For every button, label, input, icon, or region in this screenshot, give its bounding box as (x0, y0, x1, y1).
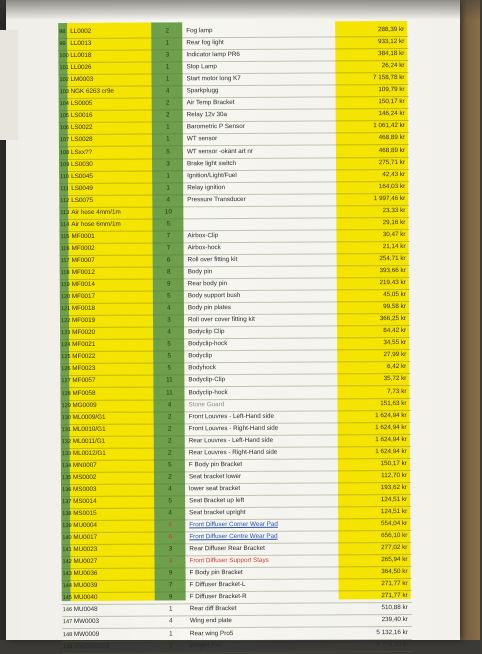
description (187, 217, 337, 218)
row-id: 143 (62, 571, 72, 578)
part-code: MU0036 (73, 570, 98, 578)
description: Seat bracket upright (189, 508, 246, 517)
price: 27,99 kr (383, 351, 407, 359)
quantity: 1 (166, 135, 170, 143)
quantity: 3 (168, 557, 173, 565)
quantity: 9 (168, 593, 173, 601)
description: Rear diff Bracket (189, 605, 237, 613)
price: 84,42 kr (383, 327, 407, 335)
row-id: 109 (60, 161, 70, 168)
part-code: ML0011/G1 (72, 437, 106, 445)
description (187, 205, 337, 206)
quantity: 5 (168, 497, 172, 505)
price: 30,47 kr (382, 230, 406, 238)
row-id: 135 (61, 474, 72, 481)
quantity: 2 (165, 111, 170, 119)
quantity: 2 (165, 99, 170, 107)
part-code: MN0007 (72, 461, 97, 469)
price: 7 158,78 kr (372, 74, 405, 82)
row-id: 115 (60, 233, 70, 240)
part-code: MG0009 (72, 401, 97, 409)
description: Rear Diffuser Rear Bracket (189, 544, 265, 553)
quantity: 5 (167, 292, 171, 300)
quantity: 2 (165, 27, 170, 35)
part-code: LS0005 (70, 100, 93, 108)
description: Front Diffuser Support Stays (189, 557, 269, 565)
price: 1 061,42 kr (373, 122, 405, 130)
price: 150,17 kr (378, 98, 405, 106)
quantity: 6 (166, 256, 171, 264)
price: 933,12 kr (378, 38, 405, 46)
row-id: 100 (59, 53, 69, 60)
price: 151,63 kr (380, 399, 407, 407)
description: Bodyclip Clip (188, 328, 225, 336)
price: 271,77 kr (381, 580, 408, 588)
part-code: MU0040 (73, 594, 98, 602)
row-id: 118 (60, 270, 70, 277)
part-code: LS0016 (70, 112, 93, 120)
price: 1 624,94 kr (375, 411, 407, 419)
quantity: 4 (167, 304, 171, 312)
row-id: 128 (61, 390, 71, 397)
part-code: MF0057 (72, 377, 96, 385)
description: Bodyclip (188, 352, 213, 360)
part-code: MU0027 (73, 558, 98, 566)
row-id: 113 (60, 209, 70, 216)
description: Airbox-hock (187, 244, 221, 252)
row-id: 110 (60, 173, 70, 180)
quantity: 5 (168, 461, 172, 469)
row-id: 136 (62, 486, 72, 493)
part-code: Air hose 4mm/1m (71, 208, 121, 216)
quantity: 1 (169, 629, 173, 637)
description: Front Louvres - Left-Hand side (188, 412, 275, 420)
price: 164,03 kr (378, 182, 406, 190)
quantity: 1 (168, 605, 173, 613)
description: Relay 12v 30a (186, 111, 228, 119)
row-id: 149 (62, 643, 73, 650)
description: lower seat bracket (189, 484, 241, 493)
row-id: 99 (59, 41, 66, 48)
description: Rear Louvres - Left-Hand side (188, 436, 274, 445)
price: 99,58 kr (383, 303, 406, 311)
price: 219,43 kr (379, 279, 406, 287)
quantity: 2 (168, 473, 172, 481)
price: 393,66 kr (379, 266, 406, 275)
quantity: 4 (167, 400, 172, 408)
quantity: 1 (165, 39, 170, 47)
price: 109,79 kr (378, 86, 405, 94)
row-id: 116 (60, 245, 70, 252)
row-id: 130 (61, 414, 71, 421)
part-code: MF0058 (72, 389, 96, 397)
part-code: MU0039 (73, 582, 98, 590)
quantity: 4 (169, 617, 173, 625)
price: 277,02 kr (381, 544, 408, 552)
part-code: LS0028 (70, 136, 93, 144)
price: 468,89 kr (378, 146, 405, 154)
description: Front Louvres - Right-Hand side (188, 424, 279, 432)
description: Fog lamp (186, 27, 213, 35)
quantity: 5 (167, 352, 171, 360)
quantity: 6 (168, 521, 173, 529)
part-code: MF0020 (72, 329, 96, 337)
row-id: 122 (60, 318, 71, 325)
quantity: 4 (166, 196, 171, 204)
description: Indicator lamp PR6 (186, 51, 240, 59)
row-id: 111 (60, 185, 69, 192)
row-id: 98 (59, 29, 66, 36)
description: Rear fog light (186, 39, 224, 47)
price: 366,25 kr (379, 315, 407, 323)
row-id: 123 (61, 330, 71, 337)
description: Body pin plates (187, 304, 232, 312)
quantity: 9 (166, 280, 171, 288)
quantity: 1 (165, 75, 170, 83)
quantity: 4 (168, 485, 172, 493)
part-code: LS0030 (71, 160, 93, 168)
price: 112,70 kr (381, 471, 407, 479)
row-id: 102 (59, 77, 69, 84)
price: 150,17 kr (380, 459, 407, 467)
row-id: 105 (59, 113, 70, 120)
description: Relay ignition (187, 183, 226, 191)
part-code: LL0013 (70, 39, 92, 48)
price: 554,04 kr (380, 520, 408, 528)
part-code: MF0021 (72, 341, 96, 349)
top-shadow (0, 0, 480, 20)
row-id: 120 (60, 294, 71, 301)
row-id: 124 (61, 342, 71, 349)
row-id: 125 (61, 354, 71, 361)
description: Bodyhock (188, 364, 216, 372)
part-code: LM0003 (70, 76, 94, 84)
part-code: MF0023 (72, 365, 96, 373)
part-code: NGK 6263 cr9e (70, 88, 115, 96)
price: 5 132,16 kr (376, 628, 408, 636)
description: Pressure Transducer (187, 195, 246, 204)
part-code: MF0014 (71, 280, 95, 289)
part-code: LL0018 (70, 51, 92, 60)
quantity: 5 (167, 340, 171, 348)
quantity: 1 (166, 123, 170, 131)
part-code: ML0009/G1 (72, 413, 106, 421)
price: 275,71 kr (378, 158, 406, 166)
description: Air Temp Bracket (186, 99, 235, 107)
row-id: 119 (60, 282, 70, 289)
part-code: MF0018 (71, 305, 96, 313)
part-code: MU0017 (73, 533, 98, 542)
price: 34,55 kr (383, 339, 407, 347)
quantity: 2 (168, 449, 172, 457)
price: 468,89 kr (378, 134, 405, 142)
description: Roll over cover fitting kit (187, 316, 255, 324)
part-code: MW0009 (73, 630, 100, 638)
price: 254,71 kr (379, 254, 406, 263)
description: Ignition/Light/Fuel (187, 171, 237, 179)
row-id: 131 (61, 426, 72, 433)
quantity: 7 (166, 232, 171, 240)
row-id: 147 (62, 619, 73, 626)
price: 26,24 kr (381, 62, 405, 70)
price: 6,42 kr (387, 363, 407, 371)
part-code: MF0001 (71, 232, 95, 240)
row-id: 146 (62, 607, 73, 614)
part-code: MF0002 (71, 244, 95, 252)
description: Rear Louvres - Right-Hand side (188, 448, 278, 457)
description: Bodyclip-Clip (188, 376, 226, 384)
row-id: 148 (62, 631, 73, 638)
quantity: 1 (166, 184, 170, 192)
description: Stone Guard (188, 400, 225, 408)
row-id: 107 (59, 137, 70, 144)
description: Seat Bracket up left (189, 496, 245, 505)
quantity: 11 (166, 376, 173, 384)
price: 124,51 kr (380, 507, 408, 516)
table-row (62, 639, 412, 654)
part-code: LS0075 (71, 196, 94, 204)
description: Body support bush (187, 292, 241, 300)
price: 193,62 kr (380, 483, 408, 492)
row-id: 121 (60, 306, 71, 313)
quantity: 2 (169, 641, 173, 649)
quantity: 2 (167, 413, 172, 421)
row-id: 129 (61, 402, 71, 409)
part-code: MF0012 (71, 268, 95, 277)
description: F Diffuser Bracket-R (189, 593, 247, 601)
part-code: MU0004 (73, 521, 98, 530)
price: 384,18 kr (378, 50, 405, 58)
quantity: 3 (168, 545, 173, 553)
description: Rear body pin (187, 280, 228, 288)
price: 29,16 kr (382, 218, 406, 226)
price: 656,10 kr (381, 532, 408, 540)
price: 6 779,70 kr (376, 640, 409, 648)
row-id: 114 (60, 221, 70, 228)
part-code: LS0045 (71, 172, 93, 180)
row-id: 106 (59, 125, 70, 132)
description: WT sensor -okänt art nr (186, 147, 254, 155)
part-code: Air hose 6mm/1m (71, 220, 121, 228)
description: Sparkplugg (186, 87, 219, 95)
quantity: 2 (167, 425, 172, 433)
row-id: 140 (62, 535, 72, 542)
price: 35,72 kr (383, 375, 407, 383)
part-code: MW0031/G3 (73, 642, 110, 650)
quantity: 5 (166, 220, 171, 228)
description: Front Diffuser Corner Wear Pad (189, 520, 278, 529)
part-code: LL0002 (70, 27, 92, 36)
row-id: 139 (62, 523, 72, 530)
price: 7,73 kr (387, 387, 407, 395)
price: 271,77 kr (381, 592, 408, 600)
price: 265,94 kr (381, 556, 408, 564)
row-id: 132 (61, 438, 72, 445)
part-code: MF0007 (71, 256, 95, 264)
price: 1 997,46 kr (373, 194, 406, 202)
description: Bodyclip-hock (188, 340, 228, 348)
quantity: 4 (165, 87, 170, 95)
part-code: MS0015 (73, 509, 97, 518)
price: 124,51 kr (380, 495, 408, 504)
price: 510,88 kr (381, 604, 408, 612)
description: Wing end plate (189, 617, 232, 625)
row-id: 127 (61, 378, 71, 385)
quantity: 5 (166, 147, 170, 155)
price: 146,24 kr (378, 110, 405, 118)
quantity: 10 (164, 208, 172, 216)
part-code: LS0049 (71, 184, 93, 192)
description: Stop Lamp (186, 63, 217, 71)
description: Airbox-Clip (187, 231, 219, 240)
row-id: 101 (59, 65, 69, 72)
part-code: MU0023 (73, 546, 98, 554)
part-code: MS0003 (73, 485, 97, 493)
part-code: MF0019 (71, 317, 96, 325)
price: 42,43 kr (382, 170, 406, 178)
part-code: MF0017 (71, 292, 95, 301)
description: Rear wing Pro5 (189, 629, 234, 637)
description: F Body pin Bracket (188, 460, 243, 469)
row-id: 145 (62, 595, 73, 602)
price: 45,05 kr (383, 291, 406, 299)
quantity: 7 (168, 581, 173, 589)
row-id: 144 (62, 583, 72, 590)
price: 288,39 kr (377, 25, 405, 34)
row-id: 103 (59, 89, 69, 96)
price: 1 624,94 kr (375, 423, 407, 431)
description: Brake light switch (187, 159, 237, 167)
part-code: MW0003 (73, 618, 100, 626)
part-code: ML0010/G1 (72, 425, 106, 433)
quantity: 7 (166, 244, 171, 252)
description: F Diffuser Bracket-L (189, 581, 246, 589)
quantity: 6 (168, 533, 173, 541)
description: WT sensor (186, 135, 218, 143)
description: Roll over fitting kit (187, 255, 238, 264)
price: 21,14 kr (382, 242, 406, 251)
row-id: 142 (62, 559, 72, 566)
part-code: MS0014 (73, 497, 97, 505)
quantity: 1 (166, 172, 170, 180)
price: 23,33 kr (382, 206, 406, 214)
description: Bodyclip-hock (188, 388, 228, 396)
quantity: 3 (165, 51, 170, 59)
price: 239,40 kr (381, 616, 408, 624)
quantity: 5 (167, 364, 172, 372)
price: 364,50 kr (381, 568, 408, 576)
row-id: 133 (61, 450, 72, 457)
row-id: 134 (61, 462, 72, 469)
part-code: MU0048 (73, 606, 98, 614)
quantity: 4 (168, 509, 172, 517)
quantity: 8 (166, 268, 171, 276)
part-code: MS0002 (72, 473, 97, 481)
description: Front Diffuser Centre Wear Pad (189, 532, 278, 541)
row-id: 137 (62, 498, 72, 506)
description: Seat bracket lower (188, 472, 242, 481)
part-code: LS0022 (70, 124, 93, 132)
part-code: LSxx?? (70, 148, 93, 156)
price: 1 624,94 kr (375, 447, 407, 455)
part-code: ML0012/G1 (72, 449, 106, 457)
description: F Body pin Bracket (189, 569, 243, 577)
price: 1 624,94 kr (375, 435, 407, 443)
row-id: 141 (62, 547, 72, 554)
quantity: 2 (167, 437, 172, 445)
quantity: 4 (167, 328, 171, 336)
quantity: 3 (166, 159, 170, 167)
row-id: 108 (59, 149, 70, 156)
quantity: 9 (168, 569, 173, 577)
row-id: 112 (60, 197, 70, 204)
quantity: 11 (166, 388, 173, 396)
description: Start motor long K7 (186, 75, 241, 83)
quantity: 3 (167, 316, 171, 324)
row-id: 138 (62, 511, 72, 518)
part-code: LL0026 (70, 64, 92, 72)
part-code: MF0022 (72, 353, 96, 361)
description: winglet Pr6 (189, 641, 222, 649)
row-id: 104 (59, 101, 70, 108)
row-id: 117 (60, 257, 70, 265)
row-id: 126 (61, 366, 71, 373)
description: Barometric P Sensor (186, 123, 245, 131)
description: Body pin (187, 268, 213, 276)
quantity: 1 (165, 63, 170, 71)
